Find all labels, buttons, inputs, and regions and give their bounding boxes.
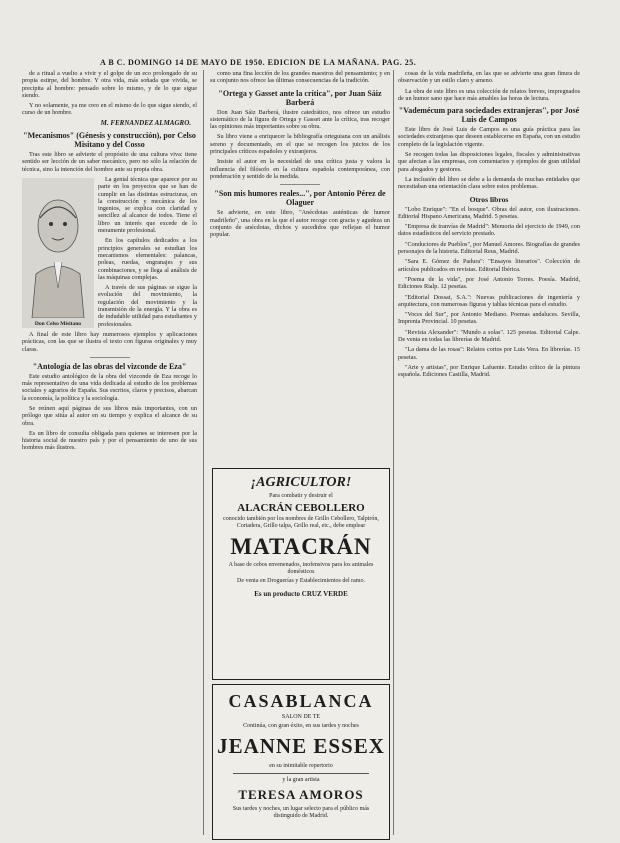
ad1-brand: Es un producto CRUZ VERDE	[254, 590, 348, 598]
col1-p6: Este estudio antológico de la obra del vizconde de Eza recoge lo más representativo de una vida dedicada al estudio de los problemas sociales y agrarios de España. Sus escritos, claros y precisos, abarcan la economía, la política y la sociología.	[22, 372, 197, 402]
book-entry-9: "La dama de las rosas": Relatos cortos por Luis Vera. En librerías. 15 pesetas.	[398, 346, 580, 361]
column-1	[22, 70, 197, 835]
book-entry-5: "Poema de la vida", por José Antonio Torres. Poesía. Madrid, Ediciones Rialp. 12 pesetas.	[398, 275, 580, 291]
separator	[280, 184, 320, 185]
separator	[90, 357, 130, 358]
col3-p2: Este libro de José Luis de Campos es una guía práctica para las sociedades extranjeras que deseen establecerse en España, con un estudio completo de la legislación vigente.	[398, 126, 580, 148]
col1-p1: Tras este libro se advierte el propósito de una cultura viva: tiene sentido ser lección de un saber mecánico, pero no sólo la relación de técnica, sino la intención del hombre ante su propia obra.	[22, 151, 197, 173]
headline-otros-libros: Otros libros	[469, 194, 509, 204]
ad1-aliases: conocido también por los nombres de Grillo Cebollero, Talpirón, Cortadera, Grillo talpa, Grillo real, etc., debe emplear	[223, 516, 379, 529]
ad2-line8: Sus tardes y noches, un lugar selecto para el público más distinguido de Madrid.	[232, 806, 370, 819]
ad2-divider	[233, 773, 369, 774]
column-2	[210, 70, 390, 410]
ad1-headline: ¡AGRICULTOR!	[250, 475, 352, 490]
col1-p7: Se reúnen aquí páginas de sus libros más importantes, con un prólogo que sitúa al autor en su tiempo y explica el alcance de su obra.	[22, 404, 197, 427]
book-entry-6: "Editorial Dossat, S.A.": Nuevas publicaciones de ingeniería y arquitectura, con numerosas figuras y tablas técnicas para el estudio.	[398, 293, 580, 308]
headline-humores: "Son mis humores reales...", por Antonio Pérez de Olaguer	[214, 189, 386, 208]
advertisement-matacran	[212, 468, 390, 680]
ad2-venue: CASABLANCA	[228, 691, 374, 711]
advertisement-casablanca	[212, 684, 390, 840]
ad1-availability: De venta en Droguerías y Establecimientos del ramo.	[237, 578, 365, 584]
book-entry-4: "Sara E. Gómez de Padura": "Ensayos literarios". Colección de artículos publicados en revistas. Editorial Ibérica.	[398, 258, 580, 273]
book-entry-8: "Revista Alexander": "Mundo a solas". 125 pesetas. Editorial Calpe. De venta en todas las librerías de Madrid.	[398, 328, 580, 344]
ad2-artist: TERESA AMOROS	[238, 787, 364, 802]
column-rule-right	[393, 70, 394, 835]
col2-p2: Su libro viene a enriquecer la bibliografía orteguiana con un análisis sereno y documentado, en el que se recogen los juicios de los principales críticos españoles y extranjeros.	[210, 133, 390, 156]
ad1-product: MATACRÁN	[230, 534, 372, 559]
ad2-line5: en su inimitable repertorio	[269, 763, 333, 769]
ad2-star: JEANNE ESSEX	[217, 734, 385, 758]
column-rule-left	[203, 70, 204, 835]
portrait-drawing	[22, 178, 94, 318]
col2-p1: Don Juan Sáiz Barberá, ilustre catedrático, nos ofrece un estudio sistemático de la figura de Ortega y Gasset ante la crítica, tras recoger las opiniones más importantes sobre su obra.	[210, 108, 390, 131]
col2-p3: Insiste el autor en la necesidad de una crítica justa y valora la influencia del filósofo en la cultura española contemporánea, con ponderación y sentido de la medida.	[210, 158, 390, 180]
headline-antologia: "Antología de las obras del vizconde de Eza"	[32, 361, 187, 371]
ad1-description: A base de cebos envenenados, inofensivos para los animales domésticos	[228, 562, 374, 575]
signature-almagro: M. FERNANDEZ ALMAGRO.	[100, 118, 191, 127]
page-header: A B C. DOMINGO 14 DE MAYO DE 1950. EDICION DE LA MAÑANA. PAG. 25.	[100, 58, 417, 67]
col3-intro: cosas de la vida madrileña, en las que se advierte una gran finura de observación y un estilo claro y ameno.	[398, 70, 580, 85]
headline-mecanismos: "Mecanismos" (Génesis y construcción), por Celso Misitano y del Cosso	[23, 131, 196, 150]
book-entry-7: "Voces del Sur", por Antonio Mediano. Poemas andaluces. Sevilla, Imprenta Provincial. 10 pesetas.	[398, 311, 580, 326]
ad1-pest-name: ALACRÁN CEBOLLERO	[237, 502, 365, 514]
col1-p8: Es un libro de consulta obligada para quienes se interesen por la historia social de nuestro país y por el pensamiento de uno de sus hombres más ilustres.	[22, 429, 197, 452]
col2-p4: Se advierte, en este libro, "Anécdotas auténticas de humor madrileño", una obra en la que el autor recoge con gracia y agudeza un conjunto de anécdotas, dichos y sucedidos que reflejan el humor popular.	[210, 209, 390, 239]
col1-p3: En los capítulos dedicados a los principios generales se estudian los mecanismos elementales: palancas, poleas, ruedas, engranajes y sus combinaciones, y se llega al análisis de las máquinas complejas.	[98, 237, 197, 281]
portrait-caption: Don Celso Misitano	[34, 320, 82, 327]
portrait-photo	[22, 178, 94, 328]
col1-p4: A través de sus páginas se sigue la evolución del movimiento, la regulación del movimiento y la transmisión de la energía. Y la obra es de indudable utilidad para estudiantes y profesionales.	[98, 284, 197, 328]
headline-vademecum: "Vademécum para sociedades extranjeras", por José Luis de Campos	[398, 106, 580, 125]
ad2-line6: y la gran artista	[282, 777, 320, 783]
col2-intro: como una fina lección de los grandes maestros del pensamiento; y en su conjunto nos ofrece las últimas consecuencias de la tradición.	[210, 70, 390, 85]
book-entry-2: "Empresa de tranvías de Madrid": Memoria del ejercicio de 1949, con datos estadísticos del servicio prestado.	[398, 223, 580, 238]
col1-p5: A final de este libro hay numerosos ejemplos y aplicaciones prácticas, con las que se ilustra el texto con figuras originales y muy claras.	[22, 330, 197, 353]
ad2-line3: Continúa, con gran éxito, en sus tardes y noches	[243, 723, 359, 729]
col1-p2: La genial técnica que aparece por su parte en los proyectos que se han de cumplir en las distintas estructuras, en la construcción y mecánica de los ingenios, se explica con claridad y sencillez al alcance de todos. Tiene el libro un interés que excede de lo meramente profesional.	[98, 175, 197, 235]
col1-intro: de a ritual a vuelto a vivir y el golpe de un eco prolongado de su propia estirpe, del hombre. Y otra vida, más soñada que vivida, se precipita al hombre: pensado sobre lo mismo, y de lo que sigue siendo.	[22, 70, 197, 99]
col1-intro2: Y no solamente, ya me creo en el mismo de lo que sigue siendo, el curso de un hombre.	[22, 102, 197, 117]
book-entry-1: "Lobo Enrique": "En el bosque". Obras del autor, con ilustraciones. Editorial Hispano Americana, Madrid. 5 pesetas.	[398, 205, 580, 220]
book-entry-3: "Conductores de Pueblos", por Manuel Amores. Biografías de grandes personajes de la historia. Editorial Reus, Madrid.	[398, 240, 580, 256]
col3-p4: La inclusión del libro se debe a la demanda de muchas entidades que necesitaban una orientación clara sobre estos problemas.	[398, 175, 580, 191]
headline-ortega: "Ortega y Gasset ante la crítica", por Juan Sáiz Barberá	[218, 88, 382, 107]
column-3	[398, 70, 580, 835]
book-entry-10: "Arte y artistas", por Enrique Lafuente. Estudio crítico de la pintura española. Ediciones Castilla, Madrid.	[398, 363, 580, 379]
col3-p1: La obra de este libro es una colección de relatos breves, impregnados de un humor sano que hace más amables las horas de lectura.	[398, 87, 580, 102]
col3-p3: Se recogen todas las disposiciones legales, fiscales y administrativas que afectan a las empresas, con comentarios y ejemplos de gran utilidad para abogados y gestores.	[398, 151, 580, 173]
ad1-line2: Para combatir y destruir el	[269, 493, 333, 499]
ad2-subtitle: SALON DE TE	[281, 714, 321, 720]
